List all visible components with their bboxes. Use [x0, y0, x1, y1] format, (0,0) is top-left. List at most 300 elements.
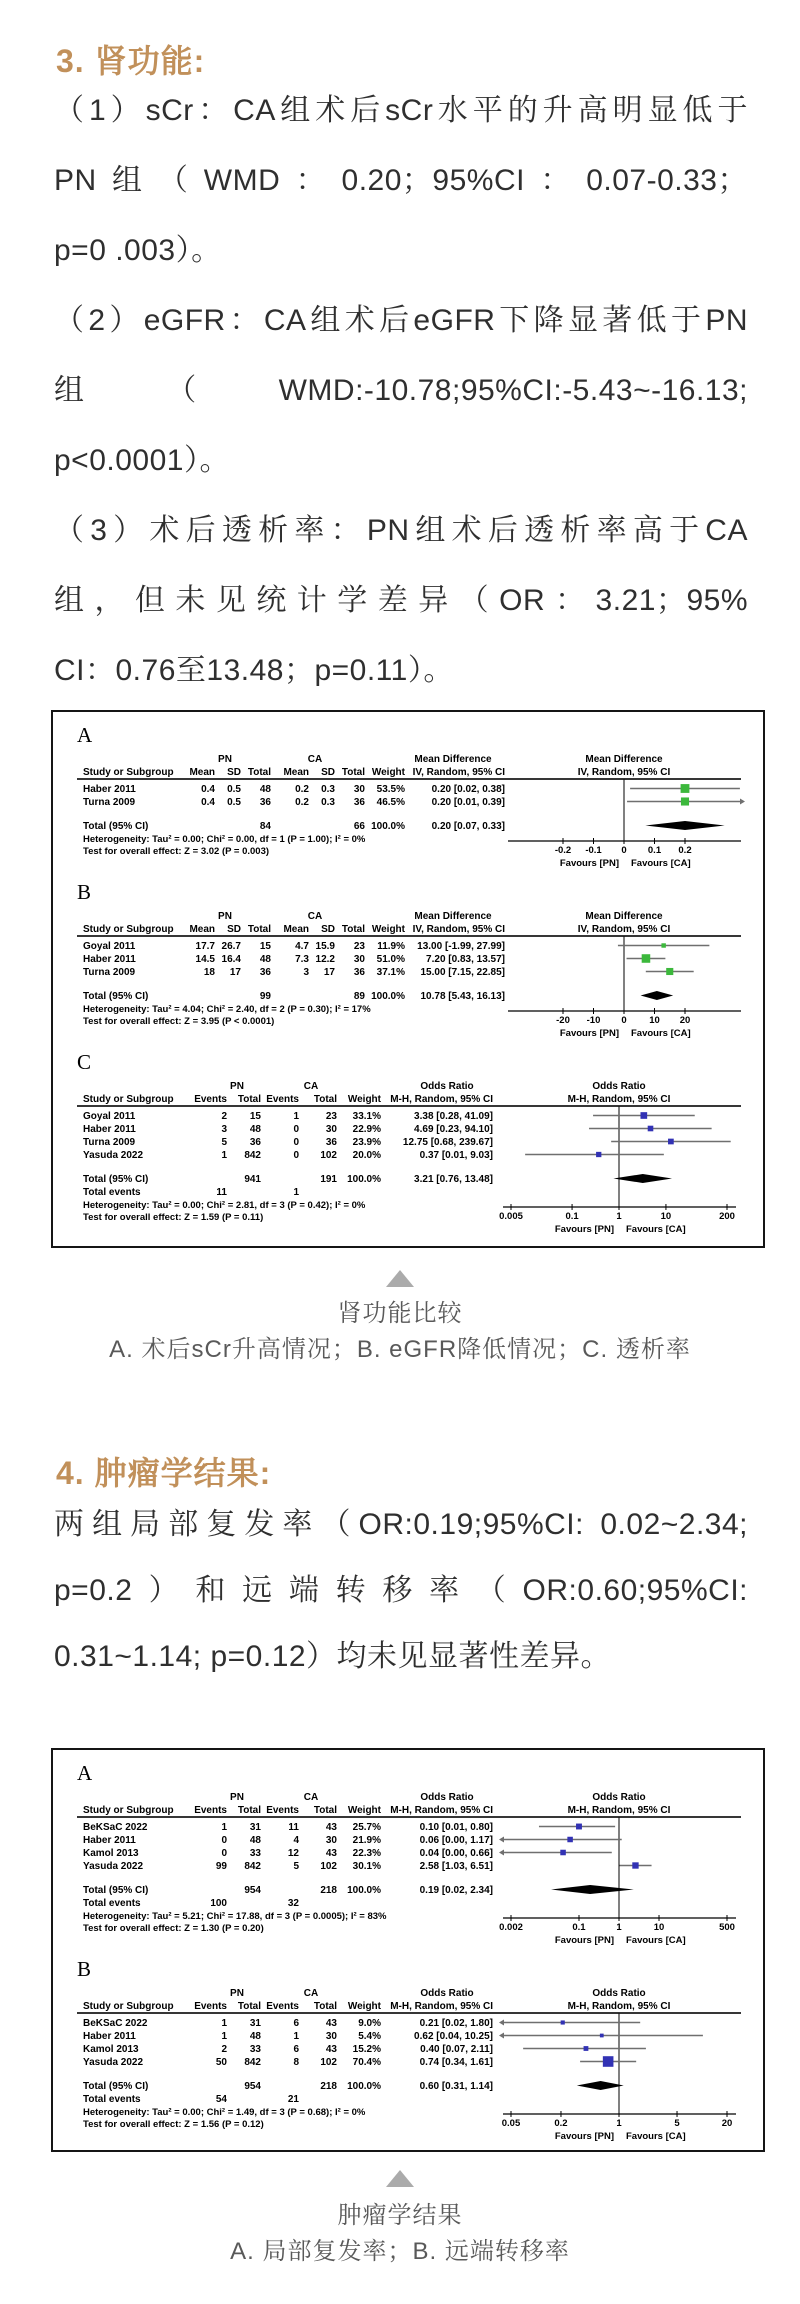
svg-text:3.38 [0.28, 41.09]: 3.38 [0.28, 41.09] [414, 1111, 493, 1122]
svg-text:0.04 [0.00, 0.66]: 0.04 [0.00, 0.66] [419, 1848, 493, 1859]
svg-text:5: 5 [221, 1137, 227, 1148]
svg-text:PN: PN [230, 1988, 244, 1999]
svg-text:PN: PN [218, 754, 232, 765]
svg-text:33: 33 [249, 2044, 261, 2055]
svg-text:14.5: 14.5 [195, 954, 215, 965]
svg-text:0.002: 0.002 [499, 1922, 523, 1933]
svg-text:0.4: 0.4 [201, 784, 215, 795]
svg-text:43: 43 [325, 2018, 337, 2029]
svg-text:10.78 [5.43, 16.13]: 10.78 [5.43, 16.13] [420, 991, 505, 1002]
svg-text:IV, Random, 95% CI: IV, Random, 95% CI [577, 767, 671, 778]
svg-text:1: 1 [293, 1111, 299, 1122]
svg-text:53.5%: 53.5% [376, 784, 405, 795]
section-heading-renal: 3. 肾功能: [56, 43, 206, 79]
svg-text:Odds Ratio: Odds Ratio [420, 1792, 474, 1803]
svg-text:Mean: Mean [283, 924, 309, 935]
svg-text:11: 11 [288, 1822, 299, 1833]
svg-text:Total: Total [247, 767, 271, 778]
svg-text:48: 48 [249, 1835, 261, 1846]
svg-text:Favours [CA]: Favours [CA] [631, 1028, 691, 1039]
figure1-caption-title: 肾功能比较 [337, 1300, 463, 1327]
svg-text:Goyal 2011: Goyal 2011 [83, 1111, 136, 1122]
svg-text:0: 0 [221, 1848, 227, 1859]
svg-text:Total: Total [237, 1094, 261, 1105]
svg-text:Total events: Total events [83, 1898, 141, 1909]
svg-text:0.06 [0.00, 1.17]: 0.06 [0.00, 1.17] [419, 1835, 493, 1846]
svg-text:0.1: 0.1 [647, 845, 662, 856]
svg-text:21.9%: 21.9% [352, 1835, 381, 1846]
svg-text:0.5: 0.5 [227, 784, 241, 795]
svg-text:23: 23 [353, 941, 365, 952]
svg-text:23.9%: 23.9% [352, 1137, 381, 1148]
svg-text:Total events: Total events [83, 1187, 141, 1198]
svg-text:0: 0 [221, 1835, 227, 1846]
svg-text:11: 11 [216, 1187, 227, 1198]
paragraph-line: （1）sCr：CA组术后sCr水平的升高明显低于 [54, 94, 748, 127]
svg-text:33.1%: 33.1% [352, 1111, 381, 1122]
svg-text:PN: PN [218, 911, 232, 922]
svg-text:PN: PN [230, 1081, 244, 1092]
svg-text:7.20 [0.83, 13.57]: 7.20 [0.83, 13.57] [426, 954, 505, 965]
svg-text:30: 30 [353, 954, 365, 965]
forest-panel-a [77, 723, 745, 869]
svg-text:Turna 2009: Turna 2009 [83, 797, 136, 808]
svg-text:1: 1 [221, 2031, 227, 2042]
svg-text:0: 0 [621, 845, 627, 856]
svg-text:99: 99 [215, 1861, 227, 1872]
svg-text:100.0%: 100.0% [347, 2081, 381, 2092]
svg-text:48: 48 [259, 954, 271, 965]
svg-text:PN: PN [230, 1792, 244, 1803]
svg-text:84: 84 [259, 821, 271, 832]
collapse-arrow-icon[interactable] [386, 2170, 414, 2187]
svg-text:3: 3 [221, 1124, 227, 1135]
svg-text:Events: Events [194, 1805, 227, 1816]
svg-text:16.4: 16.4 [221, 954, 241, 965]
svg-text:1: 1 [293, 2031, 299, 2042]
svg-text:Favours [PN]: Favours [PN] [559, 858, 619, 869]
svg-text:-10: -10 [586, 1015, 601, 1026]
paragraph-line: p=0.2）和远端转移率（OR:0.60;95%CI: [54, 1574, 748, 1607]
svg-text:-20: -20 [556, 1015, 570, 1026]
svg-text:5.4%: 5.4% [358, 2031, 381, 2042]
svg-text:102: 102 [320, 1150, 337, 1161]
svg-text:25.7%: 25.7% [352, 1822, 381, 1833]
svg-text:SD: SD [321, 767, 335, 778]
svg-text:Study or Subgroup: Study or Subgroup [83, 924, 174, 935]
svg-text:22.3%: 22.3% [352, 1848, 381, 1859]
figure2-caption-subtitle: A. 局部复发率；B. 远端转移率 [230, 2238, 570, 2265]
figure1-caption [0, 1296, 800, 1368]
svg-text:0.20 [0.07, 0.33]: 0.20 [0.07, 0.33] [431, 821, 505, 832]
svg-text:Mean Difference: Mean Difference [414, 911, 492, 922]
svg-text:M-H, Random, 95% CI: M-H, Random, 95% CI [567, 1094, 671, 1105]
svg-text:48: 48 [249, 2031, 261, 2042]
svg-text:4.7: 4.7 [295, 941, 309, 952]
svg-text:Total: Total [237, 1805, 261, 1816]
svg-text:1: 1 [221, 1150, 227, 1161]
svg-text:100.0%: 100.0% [371, 991, 405, 1002]
svg-text:20.0%: 20.0% [352, 1150, 381, 1161]
svg-text:SD: SD [227, 767, 241, 778]
svg-text:Test for overall effect: Z = 3: Test for overall effect: Z = 3.02 (P = 0.003) [83, 846, 270, 857]
svg-text:12.2: 12.2 [315, 954, 335, 965]
svg-text:26.7: 26.7 [221, 941, 241, 952]
svg-text:Heterogeneity: Tau² = 0.00; Ch: Heterogeneity: Tau² = 0.00; Chi² = 1.49, df = 3 (P = 0.68); I² = 0% [83, 2107, 366, 2118]
svg-text:218: 218 [320, 2081, 337, 2092]
svg-text:-0.1: -0.1 [585, 845, 602, 856]
svg-text:Haber 2011: Haber 2011 [83, 2031, 136, 2042]
figure2-caption-title: 肿瘤学结果 [337, 2202, 463, 2229]
svg-text:46.5%: 46.5% [376, 797, 405, 808]
svg-text:Favours [PN]: Favours [PN] [559, 1028, 619, 1039]
svg-text:43: 43 [325, 1822, 337, 1833]
svg-text:Haber 2011: Haber 2011 [83, 1835, 136, 1846]
svg-text:17.7: 17.7 [195, 941, 215, 952]
svg-text:CA: CA [303, 1988, 319, 1999]
svg-text:Study or Subgroup: Study or Subgroup [83, 1094, 174, 1105]
svg-text:Haber 2011: Haber 2011 [83, 954, 136, 965]
svg-text:17: 17 [229, 967, 241, 978]
svg-text:33: 33 [249, 1848, 261, 1859]
svg-text:15.2%: 15.2% [352, 2044, 381, 2055]
svg-text:A: A [77, 723, 93, 747]
svg-text:0.3: 0.3 [321, 784, 335, 795]
svg-text:Odds Ratio: Odds Ratio [592, 1081, 646, 1092]
svg-text:54: 54 [215, 2094, 227, 2105]
svg-text:0: 0 [293, 1137, 299, 1148]
svg-text:Favours [CA]: Favours [CA] [626, 1224, 686, 1235]
svg-text:Total: Total [341, 767, 365, 778]
svg-text:Heterogeneity: Tau² = 0.00; Ch: Heterogeneity: Tau² = 0.00; Chi² = 0.00, df = 1 (P = 1.00); I² = 0% [83, 834, 366, 845]
svg-text:Favours [PN]: Favours [PN] [554, 2131, 614, 2142]
svg-text:-0.2: -0.2 [554, 845, 572, 856]
svg-text:Study or Subgroup: Study or Subgroup [83, 1805, 174, 1816]
svg-text:Events: Events [266, 1805, 299, 1816]
svg-text:SD: SD [321, 924, 335, 935]
svg-text:Total: Total [313, 2001, 337, 2012]
svg-text:Favours [CA]: Favours [CA] [626, 1935, 686, 1946]
svg-text:191: 191 [320, 1174, 337, 1185]
paragraph-line: PN组（WMD：0.20；95%CI：0.07-0.33； [54, 164, 748, 197]
paragraph-scr [54, 76, 748, 286]
svg-text:36: 36 [249, 1137, 261, 1148]
svg-text:4: 4 [293, 1835, 299, 1846]
svg-text:Mean: Mean [189, 924, 215, 935]
svg-text:70.4%: 70.4% [352, 2057, 381, 2068]
svg-text:36: 36 [353, 797, 365, 808]
svg-text:Total (95% CI): Total (95% CI) [83, 1885, 149, 1896]
svg-text:Heterogeneity: Tau² = 4.04; Ch: Heterogeneity: Tau² = 4.04; Chi² = 2.40, df = 2 (P = 0.30); I² = 17% [83, 1004, 371, 1015]
svg-text:Weight: Weight [347, 1805, 381, 1816]
svg-text:Turna 2009: Turna 2009 [83, 1137, 136, 1148]
svg-text:M-H, Random, 95% CI: M-H, Random, 95% CI [390, 2001, 493, 2012]
svg-text:Total: Total [341, 924, 365, 935]
svg-text:0: 0 [293, 1124, 299, 1135]
svg-text:10: 10 [653, 1922, 665, 1933]
svg-text:31: 31 [249, 2018, 261, 2029]
svg-text:Weight: Weight [347, 1094, 381, 1105]
svg-text:4.69 [0.23, 94.10]: 4.69 [0.23, 94.10] [414, 1124, 493, 1135]
svg-text:CA: CA [307, 911, 323, 922]
svg-text:Total: Total [247, 924, 271, 935]
svg-text:941: 941 [244, 1174, 261, 1185]
svg-text:Weight: Weight [371, 767, 405, 778]
svg-text:Yasuda 2022: Yasuda 2022 [83, 1861, 144, 1872]
svg-text:100.0%: 100.0% [371, 821, 405, 832]
svg-text:17: 17 [323, 967, 335, 978]
svg-text:1: 1 [221, 2018, 227, 2029]
svg-text:Weight: Weight [347, 2001, 381, 2012]
svg-text:M-H, Random, 95% CI: M-H, Random, 95% CI [567, 2001, 671, 2012]
svg-text:6: 6 [293, 2044, 299, 2055]
figure-oncology-forest-plots [51, 1748, 765, 2152]
svg-text:100.0%: 100.0% [347, 1885, 381, 1896]
forest-plot-canvas [53, 1750, 761, 2150]
svg-text:M-H, Random, 95% CI: M-H, Random, 95% CI [390, 1805, 493, 1816]
svg-text:30.1%: 30.1% [352, 1861, 381, 1872]
figure1-caption-subtitle: A. 术后sCr升高情况；B. eGFR降低情况；C. 透析率 [109, 1336, 691, 1363]
svg-text:Events: Events [194, 2001, 227, 2012]
figure-renal-forest-plots [51, 710, 765, 1248]
svg-text:5: 5 [293, 1861, 299, 1872]
svg-text:Odds Ratio: Odds Ratio [420, 1081, 474, 1092]
svg-text:0.20 [0.01, 0.39]: 0.20 [0.01, 0.39] [431, 797, 505, 808]
svg-text:Total: Total [313, 1094, 337, 1105]
svg-text:Study or Subgroup: Study or Subgroup [83, 2001, 174, 2012]
paragraph-line: （3）术后透析率：PN组术后透析率高于CA [54, 514, 748, 547]
svg-text:0.10 [0.01, 0.80]: 0.10 [0.01, 0.80] [419, 1822, 493, 1833]
svg-text:IV, Random, 95% CI: IV, Random, 95% CI [577, 924, 671, 935]
svg-text:Heterogeneity: Tau² = 0.00; Ch: Heterogeneity: Tau² = 0.00; Chi² = 2.81, df = 3 (P = 0.42); I² = 0% [83, 1200, 366, 1211]
svg-text:12.75 [0.68, 239.67]: 12.75 [0.68, 239.67] [402, 1137, 493, 1148]
svg-text:842: 842 [244, 2057, 261, 2068]
svg-text:48: 48 [259, 784, 271, 795]
svg-text:89: 89 [353, 991, 365, 1002]
svg-text:Turna 2009: Turna 2009 [83, 967, 136, 978]
forest-panel-a [77, 1761, 741, 1946]
svg-text:102: 102 [320, 1861, 337, 1872]
svg-text:200: 200 [719, 1211, 735, 1222]
svg-text:15.9: 15.9 [315, 941, 335, 952]
svg-text:SD: SD [227, 924, 241, 935]
svg-text:Mean Difference: Mean Difference [414, 754, 492, 765]
svg-text:21: 21 [287, 2094, 299, 2105]
svg-text:Total: Total [237, 2001, 261, 2012]
svg-text:2.58 [1.03, 6.51]: 2.58 [1.03, 6.51] [419, 1861, 493, 1872]
paragraph-line: p=0 .003）。 [54, 234, 222, 267]
svg-text:Favours [PN]: Favours [PN] [554, 1224, 614, 1235]
svg-text:Total (95% CI): Total (95% CI) [83, 991, 149, 1002]
svg-text:36: 36 [259, 797, 271, 808]
svg-text:100.0%: 100.0% [347, 1174, 381, 1185]
svg-text:Favours [PN]: Favours [PN] [554, 1935, 614, 1946]
forest-panel-c [77, 1050, 741, 1235]
svg-text:10: 10 [660, 1211, 672, 1222]
svg-text:842: 842 [244, 1861, 261, 1872]
paragraph-egfr [54, 286, 748, 496]
svg-text:Test for overall effect: Z = 3: Test for overall effect: Z = 3.95 (P < 0.0001) [83, 1016, 275, 1027]
svg-text:3.21 [0.76, 13.48]: 3.21 [0.76, 13.48] [414, 1174, 493, 1185]
svg-text:50: 50 [215, 2057, 227, 2068]
svg-text:Odds Ratio: Odds Ratio [592, 1792, 646, 1803]
svg-text:5: 5 [674, 2118, 680, 2129]
svg-text:37.1%: 37.1% [376, 967, 405, 978]
svg-text:0.2: 0.2 [295, 784, 309, 795]
svg-text:36: 36 [259, 967, 271, 978]
svg-text:0.60 [0.31, 1.14]: 0.60 [0.31, 1.14] [419, 2081, 493, 2092]
svg-text:0.2: 0.2 [295, 797, 309, 808]
svg-text:M-H, Random, 95% CI: M-H, Random, 95% CI [567, 1805, 671, 1816]
svg-text:Odds Ratio: Odds Ratio [420, 1988, 474, 1999]
section-heading-oncology: 4. 肿瘤学结果: [56, 1455, 272, 1491]
svg-text:Favours [CA]: Favours [CA] [631, 858, 691, 869]
svg-text:1: 1 [616, 1211, 622, 1222]
svg-text:954: 954 [244, 2081, 261, 2092]
svg-text:Events: Events [194, 1094, 227, 1105]
svg-text:Total (95% CI): Total (95% CI) [83, 821, 149, 832]
svg-text:22.9%: 22.9% [352, 1124, 381, 1135]
svg-text:Heterogeneity: Tau² = 5.21; Ch: Heterogeneity: Tau² = 5.21; Chi² = 17.88, df = 3 (P = 0.0005); I² = 83% [83, 1911, 387, 1922]
svg-text:0.2: 0.2 [554, 2118, 568, 2129]
svg-text:Total: Total [313, 1805, 337, 1816]
svg-text:0.40 [0.07, 2.11]: 0.40 [0.07, 2.11] [420, 2044, 493, 2055]
svg-text:43: 43 [325, 1848, 337, 1859]
paragraph-dialysis [54, 496, 748, 706]
forest-plot-canvas [53, 712, 761, 1246]
svg-text:30: 30 [353, 784, 365, 795]
svg-text:Goyal 2011: Goyal 2011 [83, 941, 136, 952]
svg-text:43: 43 [325, 2044, 337, 2055]
svg-text:Mean Difference: Mean Difference [585, 754, 663, 765]
paragraph-line: 组（WMD:-10.78;95%CI:-5.43~-16.13; [54, 374, 748, 407]
svg-text:BeKSaC 2022: BeKSaC 2022 [83, 2018, 148, 2029]
svg-text:15.00 [7.15, 22.85]: 15.00 [7.15, 22.85] [420, 967, 505, 978]
paragraph-line: 两组局部复发率（OR:0.19;95%CI: 0.02~2.34; [54, 1508, 748, 1541]
svg-text:15: 15 [259, 941, 271, 952]
svg-text:0.74 [0.34, 1.61]: 0.74 [0.34, 1.61] [419, 2057, 493, 2068]
paragraph-line: p<0.0001）。 [54, 444, 230, 477]
svg-text:11.9%: 11.9% [377, 941, 405, 952]
paragraph-line: 0.31~1.14; p=0.12）均未见显著性差异。 [54, 1640, 612, 1673]
svg-text:Mean: Mean [283, 767, 309, 778]
svg-text:0.1: 0.1 [572, 1922, 586, 1933]
svg-text:0.4: 0.4 [201, 797, 215, 808]
svg-text:Total (95% CI): Total (95% CI) [83, 1174, 149, 1185]
svg-text:0.005: 0.005 [499, 1211, 523, 1222]
svg-text:66: 66 [353, 821, 365, 832]
svg-text:2: 2 [221, 1111, 227, 1122]
svg-text:A: A [77, 1761, 93, 1785]
svg-text:31: 31 [249, 1822, 261, 1833]
svg-text:0.5: 0.5 [227, 797, 241, 808]
svg-text:0.2: 0.2 [678, 845, 692, 856]
svg-text:0.05: 0.05 [501, 2118, 521, 2129]
svg-text:Yasuda 2022: Yasuda 2022 [83, 2057, 144, 2068]
svg-text:B: B [77, 1957, 92, 1981]
svg-text:0.1: 0.1 [565, 1211, 579, 1222]
svg-text:0.19 [0.02, 2.34]: 0.19 [0.02, 2.34] [419, 1885, 493, 1896]
svg-text:B: B [77, 880, 92, 904]
svg-text:2: 2 [221, 2044, 227, 2055]
svg-text:Test for overall effect: Z = 1: Test for overall effect: Z = 1.30 (P = 0.20) [83, 1923, 264, 1934]
svg-text:48: 48 [249, 1124, 261, 1135]
svg-text:IV, Random, 95% CI: IV, Random, 95% CI [412, 924, 505, 935]
svg-text:1: 1 [293, 1187, 299, 1198]
svg-text:Odds Ratio: Odds Ratio [592, 1988, 646, 1999]
svg-text:500: 500 [719, 1922, 735, 1933]
collapse-arrow-icon[interactable] [386, 1270, 414, 1287]
svg-text:30: 30 [325, 1124, 337, 1135]
svg-text:0: 0 [293, 1150, 299, 1161]
svg-text:36: 36 [353, 967, 365, 978]
svg-text:30: 30 [325, 2031, 337, 2042]
paragraph-line: CI：0.76至13.48；p=0.11）。 [54, 654, 454, 687]
svg-text:36: 36 [325, 1137, 337, 1148]
svg-text:100: 100 [210, 1898, 227, 1909]
svg-text:20: 20 [721, 2118, 733, 2129]
svg-text:0: 0 [621, 1015, 627, 1026]
svg-text:1: 1 [616, 1922, 622, 1933]
svg-text:CA: CA [307, 754, 323, 765]
svg-text:Test for overall effect: Z = 1: Test for overall effect: Z = 1.56 (P = 0.12) [83, 2119, 264, 2130]
svg-text:Test for overall effect: Z = 1: Test for overall effect: Z = 1.59 (P = 0.11) [83, 1212, 264, 1223]
svg-text:Study or Subgroup: Study or Subgroup [83, 767, 174, 778]
svg-text:Favours [CA]: Favours [CA] [626, 2131, 686, 2142]
svg-text:Kamol 2013: Kamol 2013 [83, 2044, 139, 2055]
svg-text:Events: Events [266, 1094, 299, 1105]
svg-text:0.37 [0.01, 9.03]: 0.37 [0.01, 9.03] [419, 1150, 493, 1161]
svg-text:10: 10 [649, 1015, 660, 1026]
svg-text:CA: CA [303, 1792, 319, 1803]
svg-text:3: 3 [303, 967, 309, 978]
svg-text:IV, Random, 95% CI: IV, Random, 95% CI [412, 767, 505, 778]
svg-text:51.0%: 51.0% [376, 954, 405, 965]
forest-panel-b [77, 880, 741, 1039]
svg-text:20: 20 [679, 1015, 691, 1026]
svg-text:0.3: 0.3 [321, 797, 335, 808]
svg-text:M-H, Random, 95% CI: M-H, Random, 95% CI [390, 1094, 493, 1105]
svg-text:15: 15 [249, 1111, 261, 1122]
svg-text:842: 842 [244, 1150, 261, 1161]
svg-text:9.0%: 9.0% [358, 2018, 381, 2029]
figure2-caption [0, 2198, 800, 2270]
svg-text:8: 8 [293, 2057, 299, 2068]
svg-text:Yasuda 2022: Yasuda 2022 [83, 1150, 144, 1161]
svg-text:32: 32 [287, 1898, 299, 1909]
svg-text:Events: Events [266, 2001, 299, 2012]
svg-text:30: 30 [325, 1835, 337, 1846]
svg-text:Weight: Weight [371, 924, 405, 935]
svg-text:C: C [77, 1050, 92, 1074]
svg-text:Mean Difference: Mean Difference [585, 911, 663, 922]
svg-text:6: 6 [293, 2018, 299, 2029]
svg-text:23: 23 [325, 1111, 337, 1122]
svg-text:BeKSaC 2022: BeKSaC 2022 [83, 1822, 148, 1833]
forest-panel-b [77, 1957, 741, 2142]
svg-text:0.62 [0.04, 10.25]: 0.62 [0.04, 10.25] [414, 2031, 493, 2042]
svg-text:Kamol 2013: Kamol 2013 [83, 1848, 139, 1859]
svg-text:1: 1 [221, 1822, 227, 1833]
paragraph-line: （2）eGFR：CA组术后eGFR下降显著低于PN [54, 304, 748, 337]
paragraph-oncology [54, 1492, 748, 1690]
paragraph-line: 组，但未见统计学差异（OR：3.21；95% [54, 584, 748, 617]
svg-text:12: 12 [287, 1848, 299, 1859]
svg-text:Haber 2011: Haber 2011 [83, 1124, 136, 1135]
svg-text:0.20 [0.02, 0.38]: 0.20 [0.02, 0.38] [431, 784, 505, 795]
svg-text:Total events: Total events [83, 2094, 141, 2105]
svg-text:CA: CA [303, 1081, 319, 1092]
